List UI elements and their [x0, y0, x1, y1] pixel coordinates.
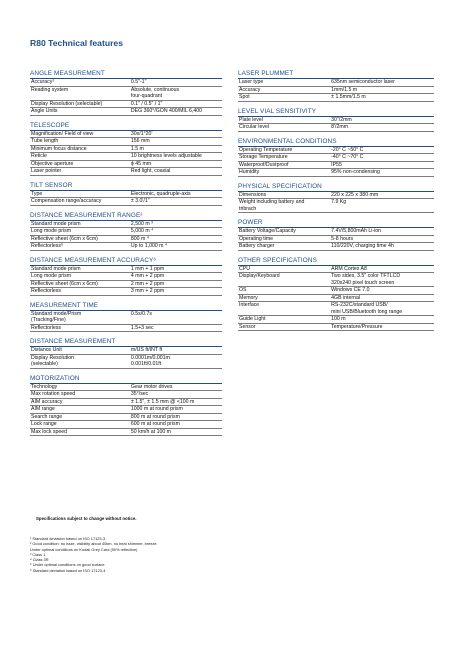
spec-label: Laser type — [238, 79, 330, 86]
spec-table — [30, 347, 222, 369]
spec-table — [238, 147, 434, 177]
spec-row — [30, 235, 222, 243]
spec-label: Weight including battery and tribrach — [238, 199, 330, 213]
spec-label: Sensor — [238, 323, 330, 331]
disclaimer-note: Specifications subject to change without notice. — [36, 516, 137, 521]
spec-row — [238, 199, 434, 213]
spec-table — [30, 79, 222, 116]
spec-value: ϕ 45 mm — [130, 160, 222, 168]
spec-value: 1mm/1.5 m — [330, 86, 434, 94]
spec-value: 30"/2mm — [330, 117, 434, 124]
section-motorization — [30, 375, 222, 437]
spec-label: Display Resolution (selectable) — [30, 100, 130, 108]
spec-value: 0.5s/0.7s — [130, 311, 222, 325]
section-title: MEASUREMENT TIME — [30, 302, 222, 311]
spec-value: 1.5 m — [130, 145, 222, 153]
spec-label: Distance Unit — [30, 347, 130, 354]
spec-row — [30, 391, 222, 399]
spec-row — [238, 161, 434, 169]
spec-value: 2 mm + 2 ppm — [130, 280, 222, 288]
spec-label: Guide Light — [238, 316, 330, 324]
spec-label: Memory — [238, 294, 330, 302]
footnote: Under optimal conditions on Kodak Grey Card (90% reflective) — [30, 546, 138, 552]
spec-value: 7.9 Kg — [330, 199, 434, 213]
spec-label: Humidity — [238, 169, 330, 177]
spec-label: Reflectorless⁵ — [30, 243, 130, 251]
spec-row — [30, 191, 222, 198]
spec-row — [30, 266, 222, 273]
spec-label: Search range — [30, 413, 130, 421]
spec-value: 0.0001m/0.001m 0.001ft/0.01ft — [130, 354, 222, 368]
spec-label: Standard mode/Prism (Tracking/Fine) — [30, 311, 130, 325]
footnote: ¹ Standard deviation based on ISO 17123-3 — [30, 536, 106, 541]
spec-value: 220 x 225 x 380 mm — [330, 192, 434, 199]
spec-table — [30, 311, 222, 333]
spec-label: Waterproof/Dustproof — [238, 161, 330, 169]
spec-label: Max lock speed — [30, 428, 130, 436]
section-other-specifications — [238, 257, 434, 332]
spec-label: Operating Temperature — [238, 147, 330, 154]
spec-row — [30, 86, 222, 100]
spec-label: Spot — [238, 94, 330, 102]
spec-row — [30, 138, 222, 146]
section-power — [238, 219, 434, 251]
spec-label: Compensation range/accuracy — [30, 198, 130, 206]
section-level-vial-sensitivity — [238, 108, 434, 132]
spec-row — [238, 86, 434, 94]
spec-row — [238, 273, 434, 287]
section-environmental-conditions — [238, 138, 434, 177]
spec-value: 0.1" / 0.5" / 1" — [130, 100, 222, 108]
spec-value: ± 1.5", ± 1.5 mm @ <100 m — [130, 398, 222, 406]
spec-value: 156 mm — [130, 138, 222, 146]
spec-row — [238, 294, 434, 302]
section-title: LASER PLUMMET — [238, 70, 434, 79]
spec-label: Laser pointer — [30, 168, 130, 176]
spec-value: 30x/1°20' — [130, 131, 222, 138]
spec-label: Reflective sheet (6cm x 6cm) — [30, 235, 130, 243]
spec-value: ± 1.5mm/1.5 m — [330, 94, 434, 102]
section-title: ANGLE MEASUREMENT — [30, 70, 222, 79]
spec-value: 800 m ⁴ — [130, 235, 222, 243]
spec-label: Dimensions — [238, 192, 330, 199]
spec-row — [30, 160, 222, 168]
spec-table — [238, 228, 434, 251]
spec-table — [238, 117, 434, 132]
spec-label: AIM range — [30, 406, 130, 414]
spec-label: Long mode prism — [30, 273, 130, 281]
spec-value: 1.5+3 sec — [130, 324, 222, 332]
spec-row — [238, 124, 434, 132]
spec-value: Up to 1,000 m ⁴ — [130, 243, 222, 251]
footnote: ⁴ Class 3R — [30, 557, 49, 563]
spec-value: -40° C ~70° C — [330, 154, 434, 162]
spec-value: 10 brightness levels adjustable — [130, 153, 222, 161]
spec-row — [30, 79, 222, 86]
spec-value: 635nm semiconductor laser — [330, 79, 434, 86]
spec-label: Long mode prism — [30, 228, 130, 236]
spec-value: IP55 — [330, 161, 434, 169]
spec-label: Circular level — [238, 124, 330, 132]
spec-value: 35°/sec — [130, 391, 222, 399]
right-spec-column — [238, 70, 434, 337]
spec-label: Max rotation speed — [30, 391, 130, 399]
page-title: R80 Technical features — [30, 38, 123, 48]
spec-row — [30, 324, 222, 332]
section-title: DISTANCE MEASUREMENT RANGE² — [30, 212, 222, 221]
spec-label: Lock range — [30, 421, 130, 429]
spec-table — [30, 221, 222, 251]
spec-row — [238, 147, 434, 154]
section-title: POWER — [238, 219, 434, 228]
spec-label: Technology — [30, 384, 130, 391]
spec-row — [30, 384, 222, 391]
spec-label: Standard mode prism — [30, 221, 130, 228]
footnote: ³ Class 1 — [30, 551, 46, 557]
spec-label: Battery charger — [238, 243, 330, 251]
spec-label: CPU — [238, 266, 330, 273]
spec-row — [30, 198, 222, 206]
spec-value: Absolute, continuous four-quadrant — [130, 86, 222, 100]
spec-label: Interface — [238, 302, 330, 316]
spec-label: Reticle — [30, 153, 130, 161]
section-title: ENVIRONMENTAL CONDITIONS — [238, 138, 434, 147]
spec-value: 4 mm + 2 ppm — [130, 273, 222, 281]
spec-row — [238, 228, 434, 235]
spec-table — [30, 266, 222, 296]
spec-row — [30, 221, 222, 228]
spec-row — [238, 287, 434, 295]
spec-label: Storage Temperature — [238, 154, 330, 162]
spec-row — [30, 421, 222, 429]
spec-label: Tube length — [30, 138, 130, 146]
spec-value: 50 km/h at 100 m — [130, 428, 222, 436]
spec-label: Reflectorless — [30, 288, 130, 296]
spec-row — [30, 168, 222, 176]
spec-value: Red light, coaxial — [130, 168, 222, 176]
spec-row — [30, 280, 222, 288]
spec-value: Two sides, 3.5" color TFTLCD 320x240 pixel touch screen — [330, 273, 434, 287]
spec-value: -20° C ~50° C — [330, 147, 434, 154]
spec-label: Minimum focus distance — [30, 145, 130, 153]
spec-value: 3 mm + 2 ppm — [130, 288, 222, 296]
spec-row — [238, 79, 434, 86]
section-physical-specification — [238, 183, 434, 214]
spec-value: 0.5"-1" — [130, 79, 222, 86]
spec-value: Gear motor drives — [130, 384, 222, 391]
spec-row — [30, 354, 222, 368]
section-tilt-sensor — [30, 182, 222, 206]
spec-table — [238, 266, 434, 332]
section-measurement-time — [30, 302, 222, 333]
spec-label: Display/Keyboard — [238, 273, 330, 287]
spec-row — [30, 153, 222, 161]
spec-value: 1000 m at round prism — [130, 406, 222, 414]
footnote: ⁵ Under optimal conditions on good surface — [30, 562, 105, 568]
spec-label: Magnification/ Field of view — [30, 131, 130, 138]
spec-label: Standard mode prism — [30, 266, 130, 273]
spec-value: 110/220V, charging time 4h — [330, 243, 434, 251]
section-title: DISTANCE MEASUREMENT ACCURACY⁶ — [30, 257, 222, 266]
spec-label: Reflective sheet (6cm x 6cm) — [30, 280, 130, 288]
spec-row — [30, 311, 222, 325]
spec-table — [30, 131, 222, 176]
spec-label: Battery Voltage/Capacity — [238, 228, 330, 235]
spec-value: m/US ft/INT ft — [130, 347, 222, 354]
spec-row — [30, 228, 222, 236]
spec-value: 95% non-condensing — [330, 169, 434, 177]
spec-row — [30, 347, 222, 354]
spec-label: Reflectorless — [30, 324, 130, 332]
spec-row — [30, 100, 222, 108]
spec-value: 4GB internal — [330, 294, 434, 302]
spec-row — [238, 192, 434, 199]
spec-value: Windows CE 7.0 — [330, 287, 434, 295]
spec-row — [238, 323, 434, 331]
spec-table — [238, 192, 434, 214]
spec-label: Accuracy — [238, 86, 330, 94]
spec-label: Plate level — [238, 117, 330, 124]
spec-row — [238, 302, 434, 316]
spec-value: 1 mm + 1 ppm — [130, 266, 222, 273]
spec-value: 5-8 hours — [330, 235, 434, 243]
spec-row — [30, 108, 222, 116]
spec-label: Operating time — [238, 235, 330, 243]
spec-row — [30, 413, 222, 421]
spec-row — [30, 273, 222, 281]
spec-row — [238, 316, 434, 324]
spec-label: AIM accuracy — [30, 398, 130, 406]
spec-value: RS-232C/standard USB/ mini USB/Bluetooth long range — [330, 302, 434, 316]
spec-label: Accuracy¹ — [30, 79, 130, 86]
section-telescope — [30, 122, 222, 176]
spec-row — [238, 235, 434, 243]
spec-row — [238, 154, 434, 162]
section-title: TELESCOPE — [30, 122, 222, 131]
spec-row — [30, 398, 222, 406]
section-title: PHYSICAL SPECIFICATION — [238, 183, 434, 192]
spec-value: DEG 360°/GON 400/MIL 6,400 — [130, 108, 222, 116]
spec-label: OS — [238, 287, 330, 295]
footnote: ⁶ Standard deviation based on ISO 17123-4 — [30, 567, 106, 573]
spec-row — [30, 243, 222, 251]
spec-row — [30, 428, 222, 436]
spec-label: Display Resolution (selectable) — [30, 354, 130, 368]
section-distance-measurement — [30, 338, 222, 369]
spec-value: 8'/2mm — [330, 124, 434, 132]
spec-value: ± 3.0'/1" — [130, 198, 222, 206]
left-spec-column — [30, 70, 222, 442]
spec-row — [238, 94, 434, 102]
spec-row — [30, 288, 222, 296]
spec-row — [238, 243, 434, 251]
section-distance-measurement-accuracy — [30, 257, 222, 296]
spec-value: 2,500 m ³ — [130, 221, 222, 228]
spec-value: 100 m — [330, 316, 434, 324]
footnote: ² Good condition: no haze, visibility about 40km, no heat shimmer, breeze. — [30, 541, 158, 547]
spec-row — [30, 406, 222, 414]
spec-label: Reading system — [30, 86, 130, 100]
section-angle-measurement — [30, 70, 222, 116]
section-title: DISTANCE MEASUREMENT — [30, 338, 222, 347]
section-title: OTHER SPECIFICATIONS — [238, 257, 434, 266]
section-laser-plummet — [238, 70, 434, 102]
spec-table — [30, 384, 222, 437]
spec-value: 600 m at round prism — [130, 421, 222, 429]
spec-value: 800 m at round prism — [130, 413, 222, 421]
spec-row — [30, 131, 222, 138]
spec-label: Type — [30, 191, 130, 198]
spec-row — [30, 145, 222, 153]
section-title: MOTORIZATION — [30, 375, 222, 384]
spec-value: 7.4V/5,800mAh Li-ion — [330, 228, 434, 235]
spec-row — [238, 169, 434, 177]
spec-row — [238, 117, 434, 124]
section-distance-measurement-range — [30, 212, 222, 251]
spec-row — [238, 266, 434, 273]
spec-label: Objective aperture — [30, 160, 130, 168]
spec-value: Electronic, quadruple-axis — [130, 191, 222, 198]
footnotes — [30, 536, 330, 573]
spec-value: Temperature/Pressure — [330, 323, 434, 331]
spec-value: 5,000 m ⁴ — [130, 228, 222, 236]
spec-label: Angle Units — [30, 108, 130, 116]
spec-value: ARM Cortex A8 — [330, 266, 434, 273]
section-title: TILT SENSOR — [30, 182, 222, 191]
spec-table — [30, 191, 222, 206]
section-title: LEVEL VIAL SENSITIVITY — [238, 108, 434, 117]
spec-table — [238, 79, 434, 102]
